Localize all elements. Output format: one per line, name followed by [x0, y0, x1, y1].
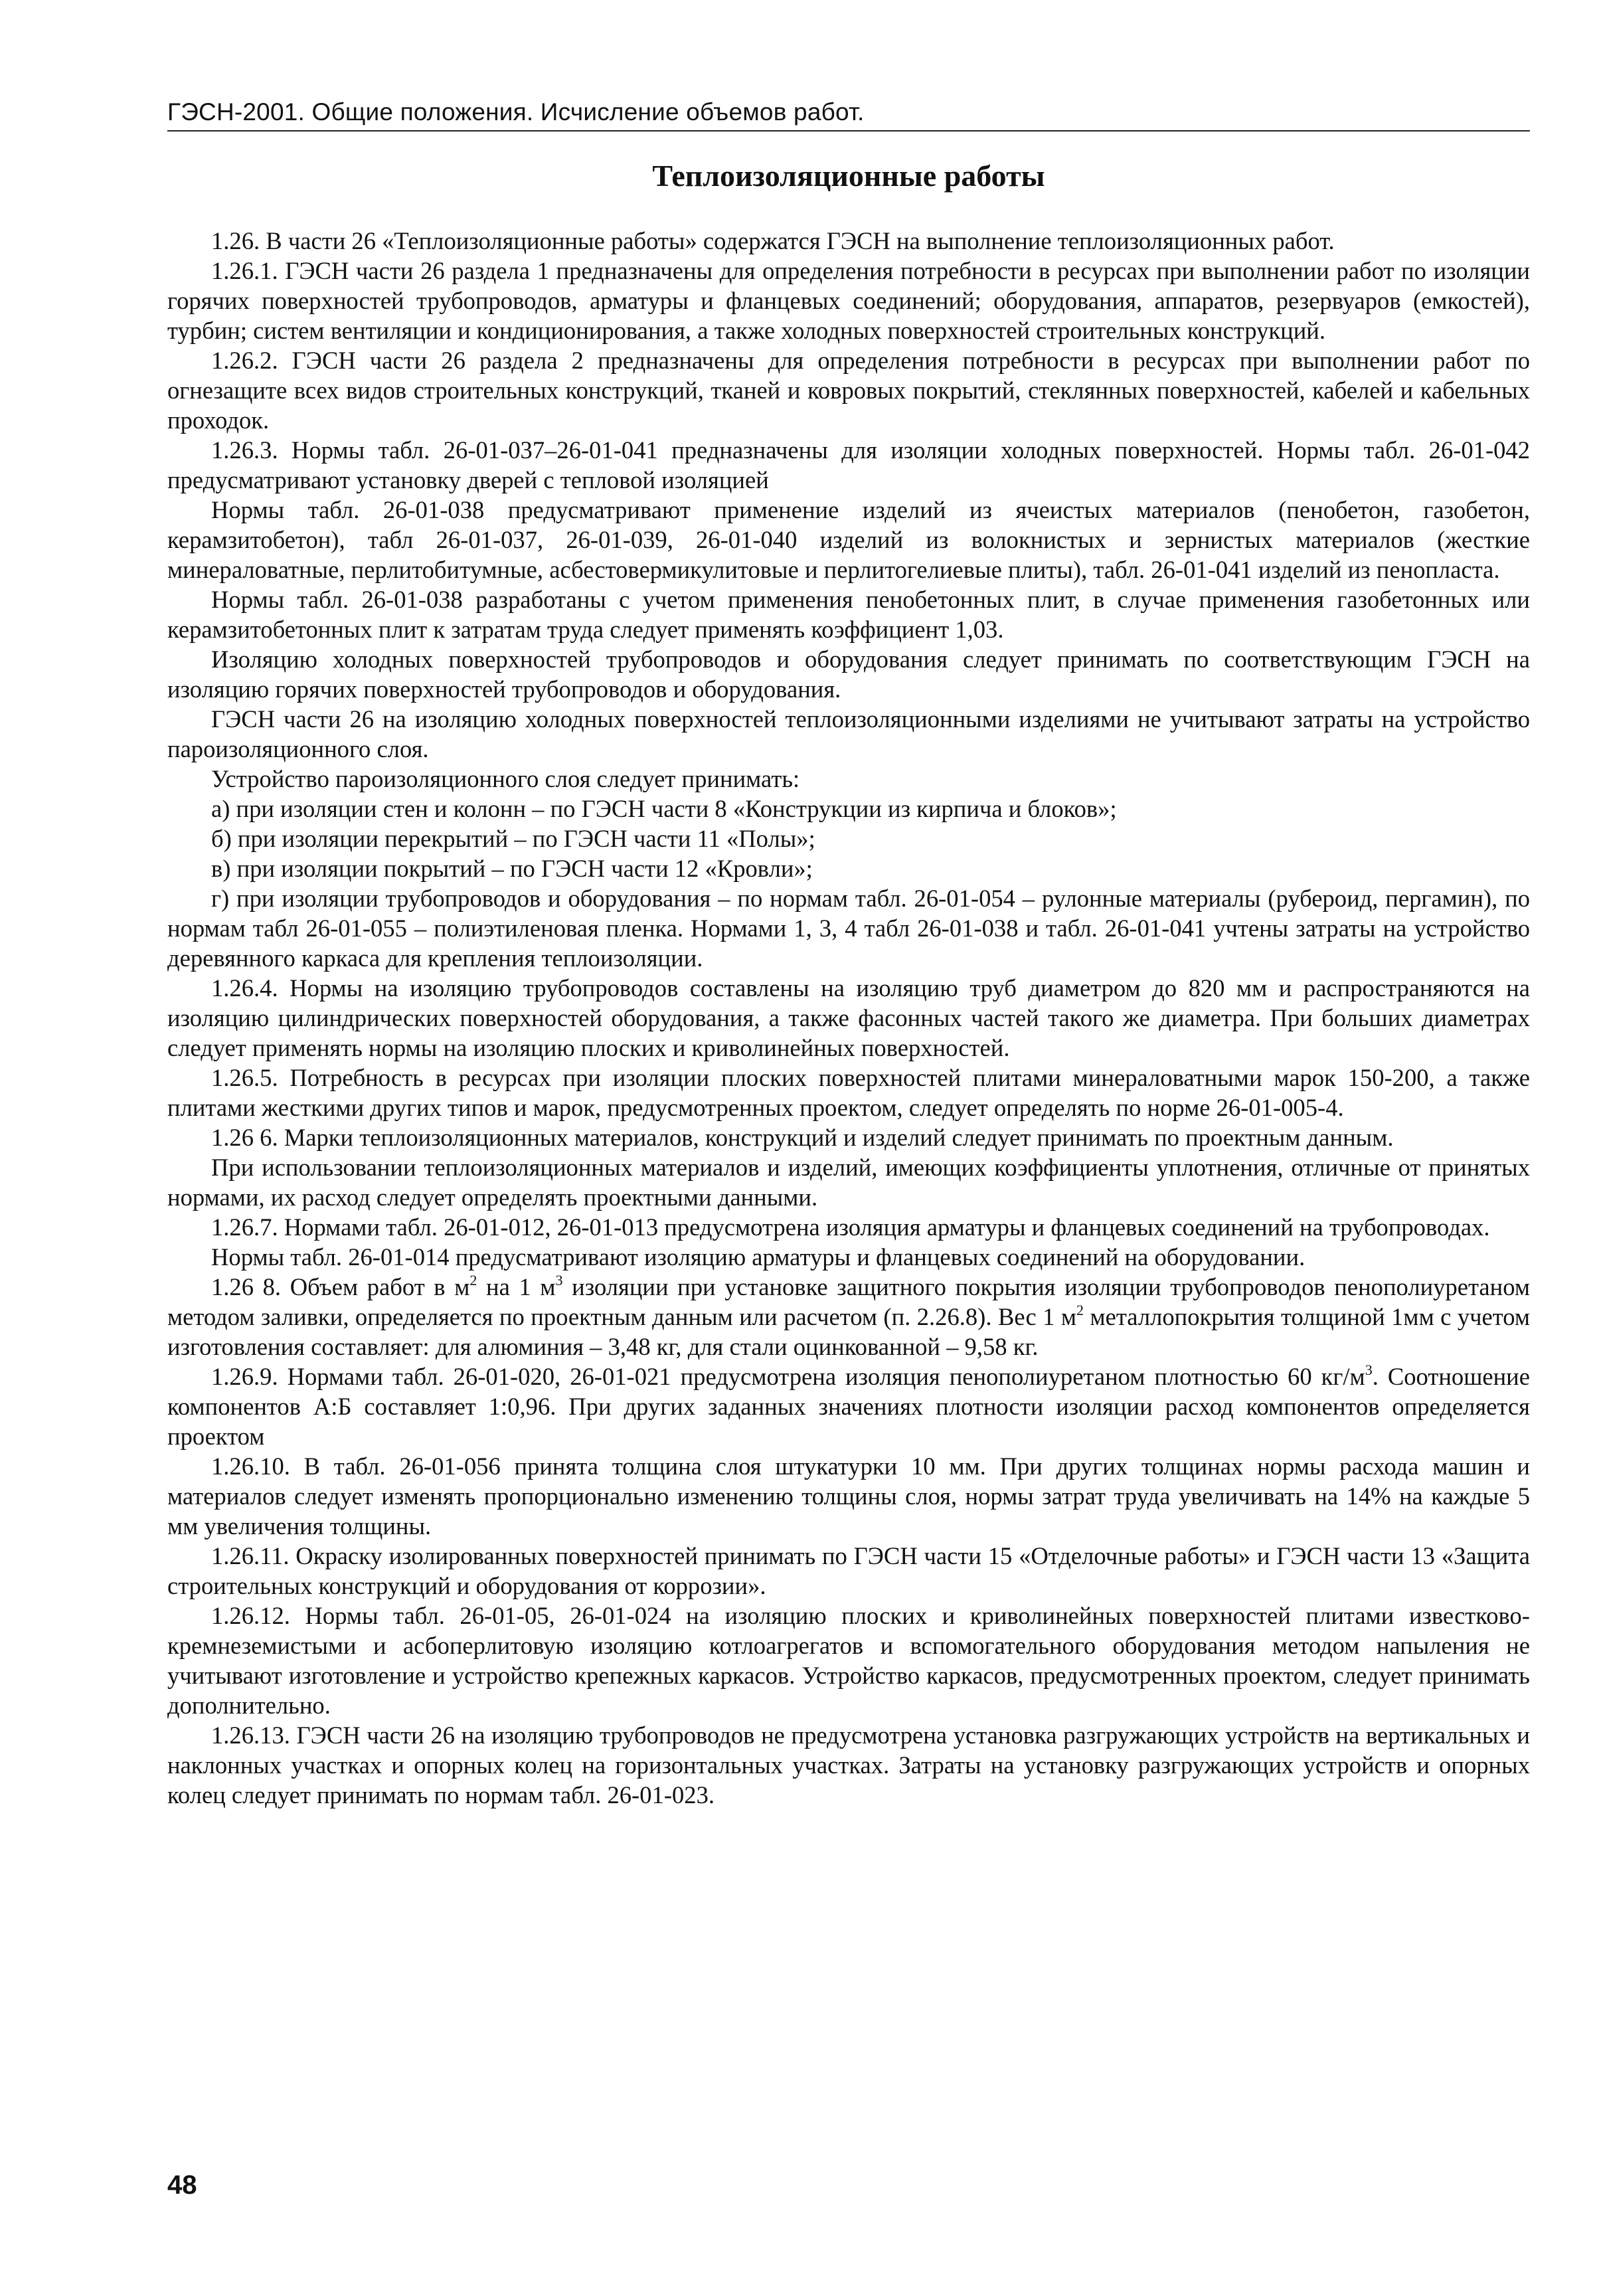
paragraph-1-26-5: 1.26.5. Потребность в ресурсах при изоляции плоских поверхностей плитами минераловатными марок 150-200, а также плитами жесткими других типов и марок, предусмотренных проектом, следует определять по норме 26-01-005-4.: [167, 1064, 1530, 1121]
paragraph-1-26-13: 1.26.13. ГЭСН части 26 на изоляцию трубопроводов не предусмотрена установка разгружающих устройств на вертикальных и наклонных участках и опорных колец на горизонтальных участках. Затраты на установку разгружающих устройств и опорных колец следует принимать по нормам табл. 26-01-023.: [167, 1722, 1530, 1809]
page-number: 48: [167, 2170, 197, 2200]
paragraph-cold-surfaces: Изоляцию холодных поверхностей трубопроводов и оборудования следует принимать по соответствующим ГЭСН на изоляцию горячих поверхностей трубопроводов и оборудования.: [167, 646, 1530, 703]
paragraph-vapor-barrier-intro: Устройство пароизоляционного слоя следует принимать:: [211, 765, 800, 792]
paragraph-1-26-11: 1.26.11. Окраску изолированных поверхностей принимать по ГЭСН части 15 «Отделочные работы» и ГЭСН части 13 «Защита строительных конструкций и оборудования от коррозии».: [167, 1542, 1530, 1599]
paragraph-1-26-6: 1.26 6. Марки теплоизоляционных материалов, конструкций и изделий следует принимать по проектным данным.: [211, 1124, 1394, 1151]
paragraph-norms-038-coefficient: Нормы табл. 26-01-038 разработаны с учетом применения пенобетонных плит, в случае применения газобетонных или керамзитобетонных плит к затратам труда следует применять коэффициент 1,03.: [167, 586, 1530, 643]
list-item-c: в) при изоляции покрытий – по ГЭСН части 12 «Кровли»;: [211, 855, 813, 882]
paragraph-1-26-9: 1.26.9. Нормами табл. 26-01-020, 26-01-021 предусмотрена изоляция пенополиуретаном плотностью 60 $кг/м^3$. Соотношение компонентов А:Б составляет 1:0,96. При других заданных значениях плотности изоляции расход компонентов определяется проектом: [167, 1362, 1530, 1450]
paragraph-vapor-barrier-costs: ГЭСН части 26 на изоляцию холодных поверхностей теплоизоляционными изделиями не учитывают затраты на устройство пароизоляционного слоя.: [167, 705, 1530, 762]
paragraph-1-26-1: 1.26.1. ГЭСН части 26 раздела 1 предназначены для определения потребности в ресурсах при выполнении работ по изоляции горячих поверхностей трубопроводов, арматуры и фланцевых соединений; оборудования, аппаратов, резервуаров (емкостей), турбин; систем вентиляции и кондиционирования, а также холодных поверхностей строительных конструкций.: [167, 257, 1530, 344]
paragraph-1-26-2: 1.26.2. ГЭСН части 26 раздела 2 предназначены для определения потребности в ресурсах при выполнении работ по огнезащите всех видов строительных конструкций, тканей и ковровых покрытий, стеклянных поверхностей, кабелей и кабельных проходок.: [167, 347, 1530, 434]
paragraph-1-26-10: 1.26.10. В табл. 26-01-056 принята толщина слоя штукатурки 10 мм. При других толщинах нормы расхода машин и материалов следует изменять пропорционально изменению толщины слоя, нормы затрат труда увеличивать на 14% на каждые 5 мм увеличения толщины.: [167, 1453, 1530, 1540]
header-rule: [167, 130, 1530, 132]
paragraph-1-26-3: 1.26.3. Нормы табл. 26-01-037–26-01-041 предназначены для изоляции холодных поверхностей. Нормы табл. 26-01-042 предусматривают установку дверей с тепловой изоляцией: [167, 436, 1530, 493]
list-item-d: г) при изоляции трубопроводов и оборудования – по нормам табл. 26-01-054 – рулонные материалы (рубероид, пергамин), по нормам табл 26-01-055 – полиэтиленовая пленка. Нормами 1, 3, 4 табл 26-01-038 и табл. 26-01-041 учтены затраты на устройство деревянного каркаса для крепления теплоизоляции.: [167, 885, 1530, 972]
list-item-b: б) при изоляции перекрытий – по ГЭСН части 11 «Полы»;: [211, 825, 815, 852]
list-item-a: а) при изоляции стен и колонн – по ГЭСН части 8 «Конструкции из кирпича и блоков»;: [211, 795, 1117, 822]
paragraph-1-26-8: 1.26 8. Объем работ в $м^2$ на 1 $м^3$ изоляции при установке защитного покрытия изоляции трубопроводов пенополиуретаном методом заливки, определяется по проектным данным или расчетом (п. 2.26.8). Вес 1 $м^2$ металлопокрытия толщиной 1мм с учетом изготовления составляет: для алюминия – 3,48 кг, для стали оцинкованной – 9,58 кг.: [167, 1272, 1530, 1360]
paragraph-norms-038-materials: Нормы табл. 26-01-038 предусматривают применение изделий из ячеистых материалов (пенобетон, газобетон, керамзитобетон), табл 26-01-037, 26-01-039, 26-01-040 изделий из волокнистых и зернистых материалов (жесткие минераловатные, перлитобитумные, асбестовермикулитовые и перлитогелиевые плиты), табл. 26-01-041 изделий из пенопласта.: [167, 496, 1530, 583]
paragraph-compaction-coefficients: При использовании теплоизоляционных материалов и изделий, имеющих коэффициенты уплотнения, отличные от принятых нормами, их расход следует определять проектными данными.: [167, 1154, 1530, 1211]
paragraph-norms-014: Нормы табл. 26-01-014 предусматривают изоляцию арматуры и фланцевых соединений на оборудовании.: [211, 1243, 1305, 1271]
document-body: [167, 226, 1530, 1810]
section-title: Теплоизоляционные работы: [652, 159, 1045, 193]
paragraph-1-26: 1.26. В части 26 «Теплоизоляционные работы» содержатся ГЭСН на выполнение теплоизоляционных работ.: [211, 227, 1335, 254]
paragraph-1-26-12: 1.26.12. Нормы табл. 26-01-05, 26-01-024 на изоляцию плоских и криволинейных поверхностей плитами известково-кремнеземистыми и асбоперлитовую изоляцию котлоагрегатов и вспомогательного оборудования методом напыления не учитывают изготовление и устройство крепежных каркасов. Устройство каркасов, предусмотренных проектом, следует принимать дополнительно.: [167, 1602, 1530, 1719]
paragraph-1-26-4: 1.26.4. Нормы на изоляцию трубопроводов составлены на изоляцию труб диаметром до 820 мм и распространяются на изоляцию цилиндрических поверхностей оборудования, а также фасонных частей такого же диаметра. При больших диаметрах следует применять нормы на изоляцию плоских и криволинейных поверхностей.: [167, 974, 1530, 1061]
paragraph-1-26-7: 1.26.7. Нормами табл. 26-01-012, 26-01-013 предусмотрена изоляция арматуры и фланцевых соединений на трубопроводах.: [211, 1213, 1490, 1241]
running-header: ГЭСН-2001. Общие положения. Исчисление объемов работ.: [167, 98, 865, 126]
